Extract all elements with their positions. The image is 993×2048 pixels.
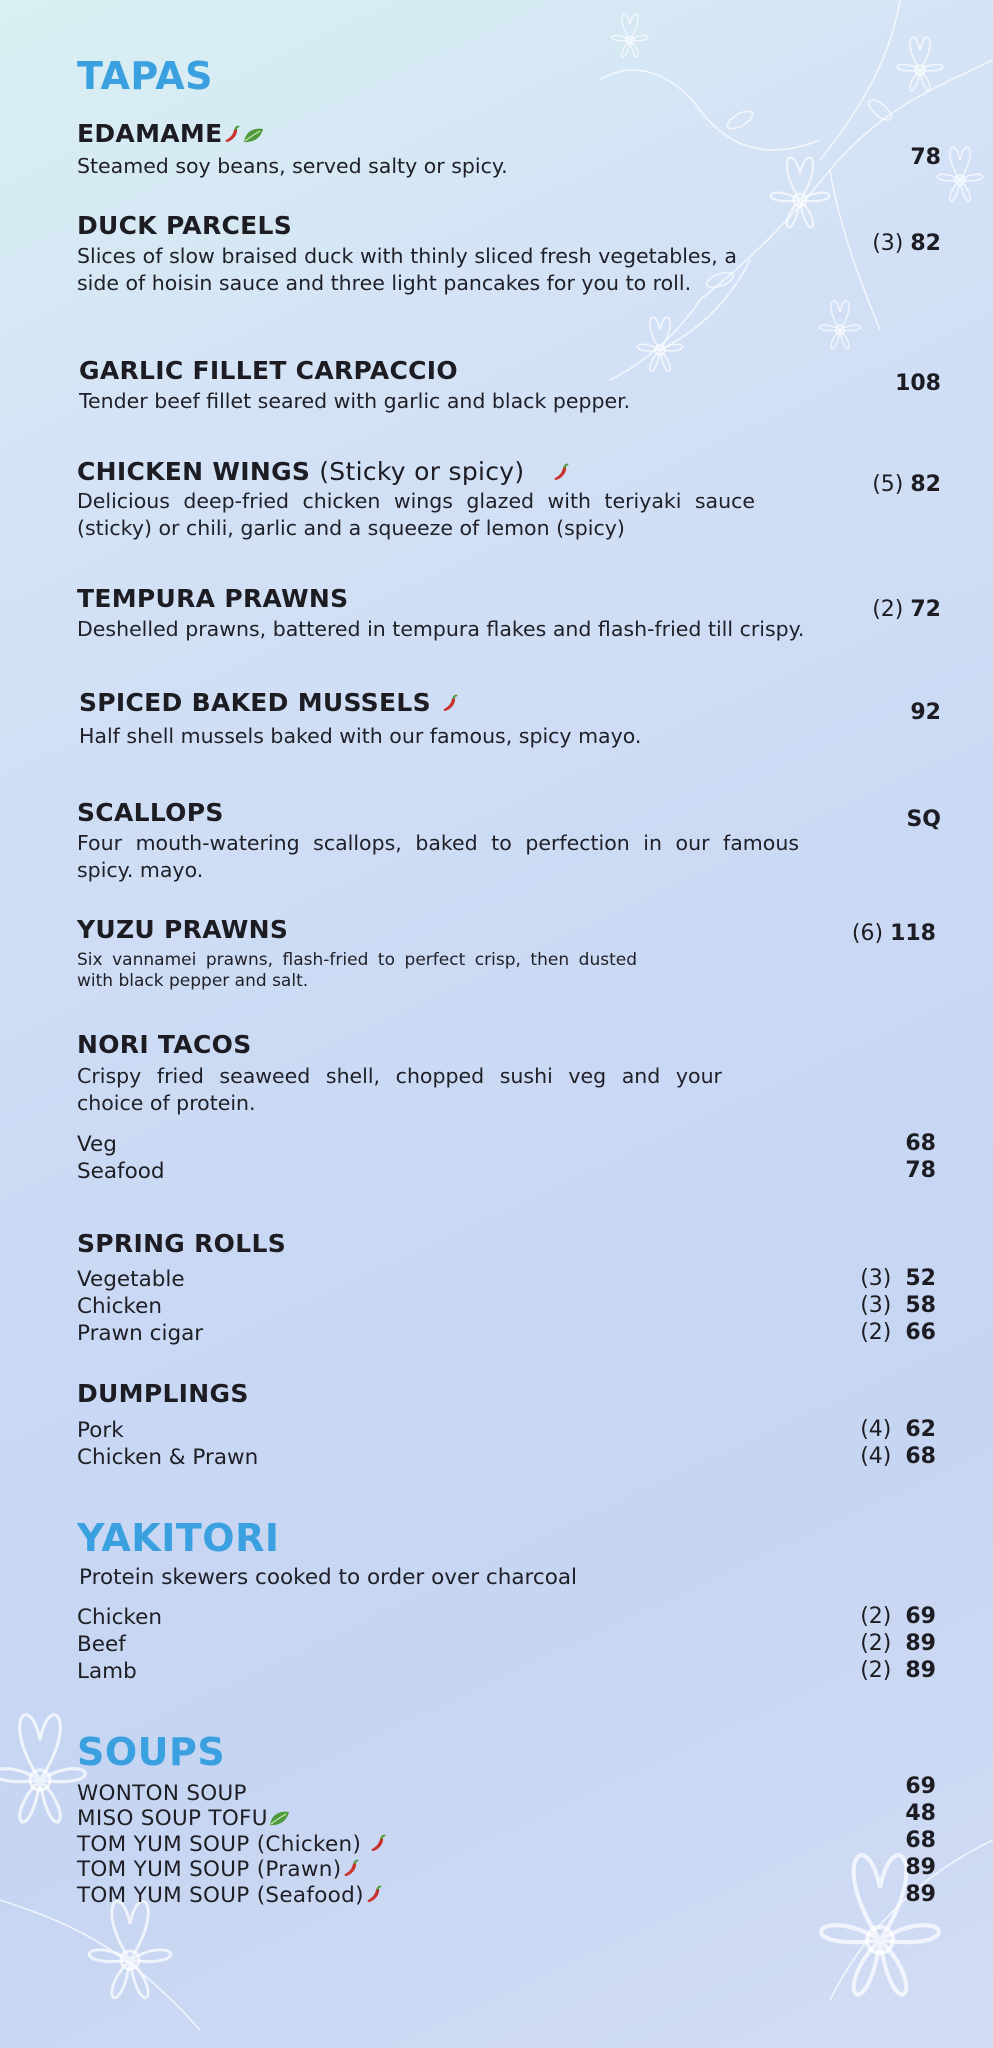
soup-item-name: TOM YUM SOUP (Seafood) bbox=[77, 1883, 384, 1909]
menu-option-label: Beef bbox=[77, 1632, 126, 1657]
menu-option-price: (2) 66 bbox=[860, 1320, 936, 1345]
menu-item-description: Steamed soy beans, served salty or spicy. bbox=[77, 154, 508, 178]
soup-item-name: TOM YUM SOUP (Prawn) bbox=[77, 1857, 361, 1883]
menu-option-label: Chicken bbox=[77, 1294, 162, 1319]
leaf-icon bbox=[268, 1809, 290, 1827]
chili-icon bbox=[368, 1834, 388, 1854]
menu-item-name: SCALLOPS bbox=[77, 798, 224, 827]
soup-item-price: 48 bbox=[905, 1801, 936, 1826]
section-heading-tapas: TAPAS bbox=[77, 54, 214, 98]
section-subtitle: Protein skewers cooked to order over charcoal bbox=[79, 1565, 577, 1590]
menu-option-price: (2) 89 bbox=[860, 1631, 936, 1656]
menu-option-price: (4) 62 bbox=[860, 1417, 936, 1442]
menu-option-label: Vegetable bbox=[77, 1267, 185, 1292]
menu-item-name: SPRING ROLLS bbox=[77, 1229, 286, 1258]
menu-item-description: Deshelled prawns, battered in tempura flakes and flash-fried till crispy. bbox=[77, 617, 805, 641]
menu-item-description: Tender beef fillet seared with garlic and black pepper. bbox=[79, 389, 631, 413]
menu-item-description: Crispy fried seaweed shell, chopped sushi veg and your choice of protein. bbox=[77, 1064, 722, 1115]
menu-option-label: Veg bbox=[77, 1132, 117, 1157]
menu-item-name: DUCK PARCELS bbox=[77, 211, 293, 240]
leaf-icon bbox=[242, 126, 264, 144]
menu-option-label: Pork bbox=[77, 1418, 124, 1443]
menu-option-label: Prawn cigar bbox=[77, 1321, 204, 1346]
menu-item-description: Four mouth-watering scallops, baked to perfection in our famous spicy. mayo. bbox=[77, 831, 799, 882]
menu-item-description: Delicious deep-fried chicken wings glazed with teriyaki sauce (sticky) or chili, garlic and a squeeze of lemon (spicy) bbox=[77, 489, 755, 540]
menu-option-label: Lamb bbox=[77, 1659, 137, 1684]
menu-option-price: (2) 69 bbox=[860, 1604, 936, 1629]
soup-item-price: 89 bbox=[905, 1882, 936, 1907]
soup-item-price: 89 bbox=[905, 1855, 936, 1880]
section-heading-soups: SOUPS bbox=[77, 1730, 226, 1774]
menu-item-description: Half shell mussels baked with our famous, spicy mayo. bbox=[79, 724, 642, 748]
menu-item-name: EDAMAME bbox=[77, 119, 264, 148]
menu-item-price: (5) 82 bbox=[872, 472, 941, 497]
chili-icon bbox=[551, 463, 571, 483]
menu-item-name: NORI TACOS bbox=[77, 1030, 252, 1059]
menu-option-label: Chicken & Prawn bbox=[77, 1445, 259, 1470]
menu-item-price: (6) 118 bbox=[851, 921, 936, 946]
menu-option-label: Chicken bbox=[77, 1605, 162, 1630]
chili-icon bbox=[341, 1859, 361, 1879]
menu-item-name: CHICKEN WINGS (Sticky or spicy) bbox=[77, 457, 571, 486]
soup-item-price: 69 bbox=[905, 1774, 936, 1799]
menu-item-price: (2) 72 bbox=[872, 597, 941, 622]
menu-item-price: (3) 82 bbox=[872, 231, 941, 256]
soup-item-price: 68 bbox=[905, 1828, 936, 1853]
menu-option-price: 68 bbox=[905, 1131, 936, 1156]
soup-item-name: MISO SOUP TOFU bbox=[77, 1806, 290, 1832]
menu-item-name: SPICED BAKED MUSSELS bbox=[79, 688, 460, 717]
menu-option-label: Seafood bbox=[77, 1159, 165, 1184]
menu-option-price: 78 bbox=[905, 1158, 936, 1183]
soup-item-name: TOM YUM SOUP (Chicken) bbox=[77, 1832, 388, 1858]
chili-icon bbox=[440, 694, 460, 714]
menu-item-price: SQ bbox=[906, 807, 941, 832]
menu-item-name: GARLIC FILLET CARPACCIO bbox=[79, 356, 458, 385]
menu-item-price: 108 bbox=[895, 371, 941, 396]
menu-option-price: (4) 68 bbox=[860, 1444, 936, 1469]
chili-icon bbox=[222, 125, 242, 145]
menu-item-name: TEMPURA PRAWNS bbox=[77, 584, 349, 613]
menu-option-price: (2) 89 bbox=[860, 1658, 936, 1683]
menu-item-price: 92 bbox=[910, 700, 941, 725]
menu-item-price: 78 bbox=[910, 145, 941, 170]
menu-option-price: (3) 58 bbox=[860, 1293, 936, 1318]
menu-item-description: Slices of slow braised duck with thinly sliced fresh vegetables, a side of hoisin sauce and three light pancakes for you to roll. bbox=[77, 244, 737, 295]
menu-item-description: Six vannamei prawns, flash-fried to perfect crisp, then dusted with black pepper and salt. bbox=[77, 950, 637, 991]
menu-item-name: YUZU PRAWNS bbox=[77, 915, 289, 944]
soup-item-name: WONTON SOUP bbox=[77, 1781, 247, 1806]
chili-icon bbox=[364, 1885, 384, 1905]
menu-item-name: DUMPLINGS bbox=[77, 1379, 249, 1408]
menu-option-price: (3) 52 bbox=[860, 1266, 936, 1291]
section-heading-yakitori: YAKITORI bbox=[77, 1516, 280, 1560]
